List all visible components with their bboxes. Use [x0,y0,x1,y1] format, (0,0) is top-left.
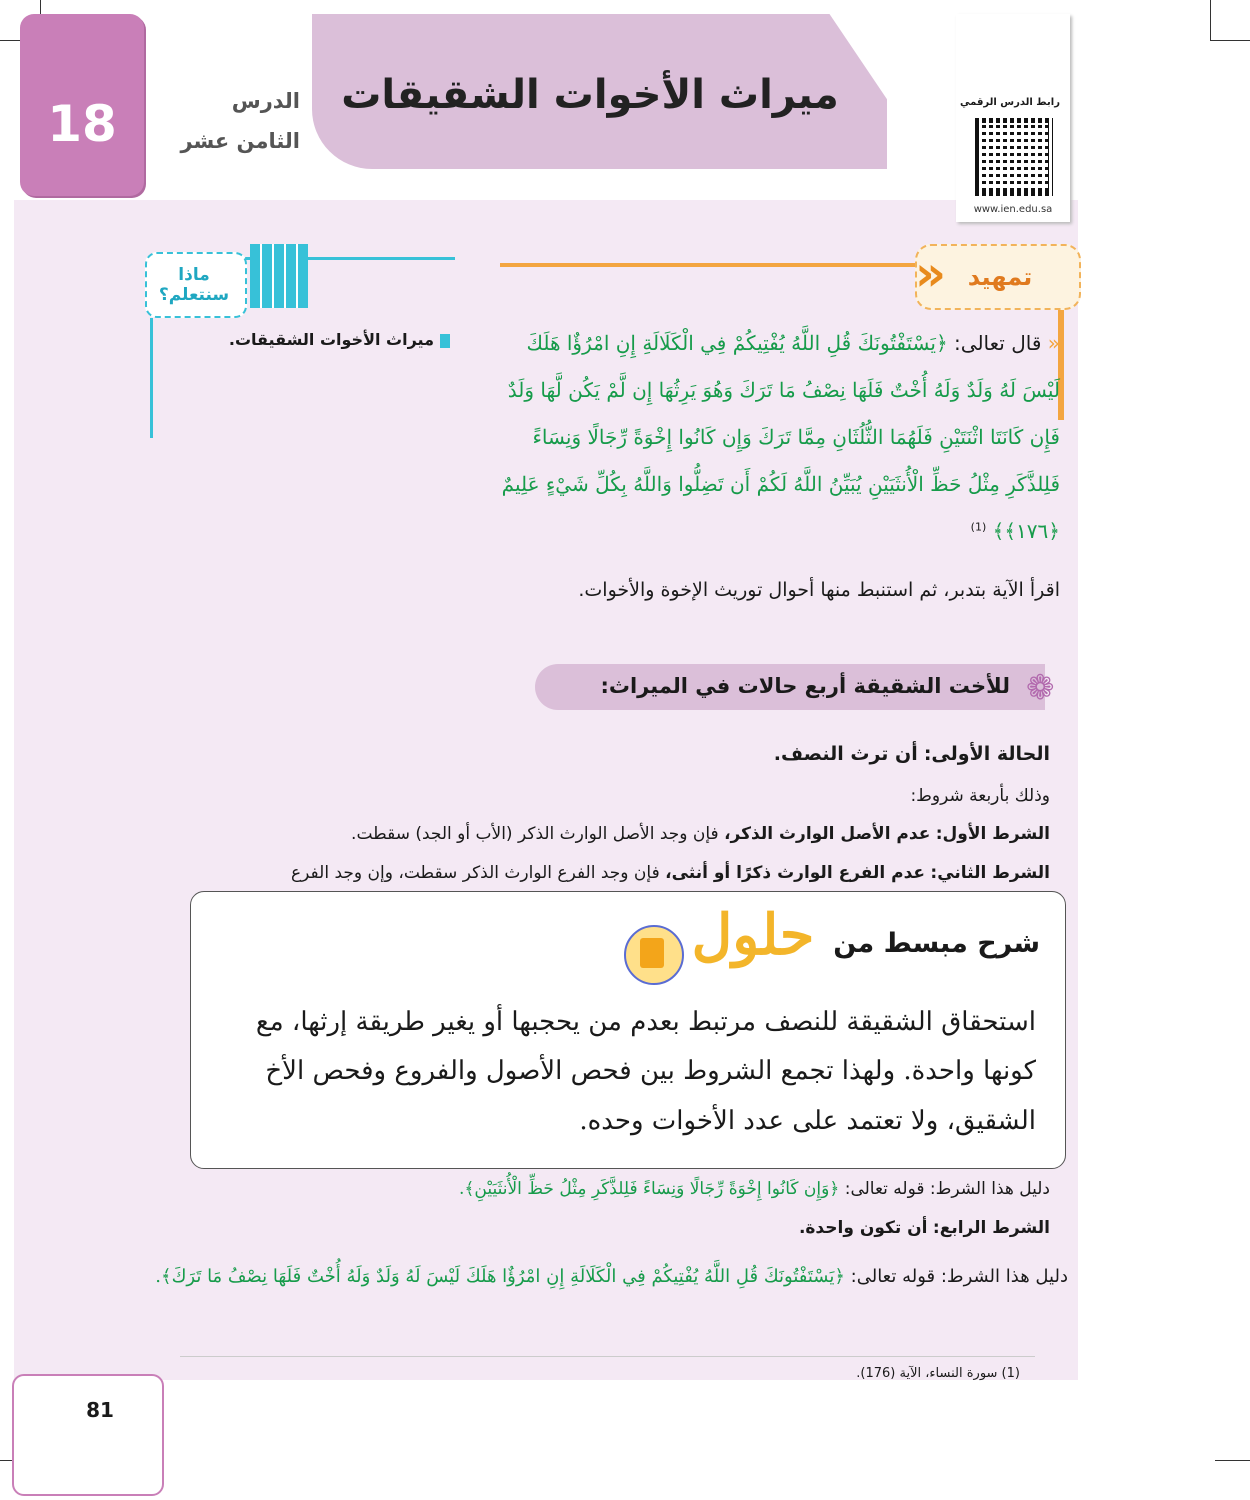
condition-2-label: الشرط الثاني: [930,863,1050,883]
learn-side-bar [150,318,153,438]
condition-1-label: الشرط الأول: [935,824,1050,844]
overlay-title: شرح مبسط من [833,928,1040,959]
condition-4-proof [148,1256,1068,1297]
learn-item-text: ميراث الأخوات الشقيقات. [228,330,434,349]
overlay-text: استحقاق الشقيقة للنصف مرتبط بعدم من يحجبها أو يغير طريقة إرثها، مع كونها واحدة. ولهذا تجمع الشروط بين فحص الأصول والفروع وفحص الأخ الشقيق، ولا تعتمد على عدد الأخوات وحده. [255,1007,1036,1136]
intro-divider [500,263,920,267]
double-chevron-icon: « [1047,331,1060,355]
condition-3-proof-prefix: دليل هذا الشرط: قوله تعالى: [844,1179,1050,1199]
lesson-number: 18 [47,95,117,153]
lesson-label-line-2: الثامن عشر [180,128,300,153]
crop-mark [1210,0,1211,40]
case-1-text: أن ترث النصف. [773,743,918,765]
condition-3-proof-verse: ﴿وَإِن كَانُوا إِخْوَةً رِّجَالًا وَنِسَاءً فَلِلذَّكَرِ مِثْلُ حَظِّ الْأُنثَيَيْنِ﴾. [459,1179,840,1199]
intro-verse-block [500,320,1060,555]
footnote: (1) سورة النساء، الآية (176). [856,1366,1020,1381]
condition-4-label: الشرط الرابع: [932,1218,1050,1238]
books-icon [250,244,308,308]
section-title: للأخت الشقيقة أربع حالات في الميراث: [600,674,1010,698]
learn-title [145,265,243,306]
crop-mark [1210,40,1250,41]
qr-label: رابط الدرس الرقمي [960,97,1060,108]
bullet-icon [440,334,450,348]
page-title: ميراث الأخوات الشقيقات [341,72,839,118]
chevron-left-icon: « [915,246,947,302]
lesson-label [150,82,300,162]
qr-url[interactable]: www.ien.edu.sa [973,204,1053,215]
footnote-ref: (1) [970,520,987,534]
intro-tag: تمهيد [967,263,1033,291]
condition-3-proof [140,1178,1050,1199]
instruction: اقرأ الآية بتدبر، ثم استنبط منها أحوال توريث الإخوة والأخوات. [578,579,1060,601]
condition-4-proof-verse: ﴿يَسْتَفْتُونَكَ قُلِ اللَّهُ يُفْتِيكُمْ فِي الْكَلَالَةِ إِنِ امْرُؤٌا هَلَكَ لَيْسَ لَهُ وَلَدٌ وَلَهُ أُخْتٌ فَلَهَا نِصْفُ مَا تَرَكَ﴾. [155,1266,845,1287]
intro-verse: ﴿يَسْتَفْتُونَكَ قُلِ اللَّهُ يُفْتِيكُمْ فِي الْكَلَالَةِ إِنِ امْرُؤٌا هَلَكَ لَيْسَ لَهُ وَلَدٌ وَلَهُ أُخْتٌ فَلَهَا نِصْفُ مَا تَرَكَ وَهُوَ يَرِثُهَا إِن لَّمْ يَكُن لَّهَا وَلَدٌ فَإِن كَانَتَا اثْنَتَيْنِ فَلَهُمَا الثُّلُثَانِ مِمَّا تَرَكَ وَإِن كَانُوا إِخْوَةً رِّجَالًا وَنِسَاءً فَلِلذَّكَرِ مِثْلُ حَظِّ الْأُنثَيَيْنِ يُبَيِّنُ اللَّهُ لَكُمْ أَن تَضِلُّوا وَاللَّهُ بِكُلِّ شَيْءٍ عَلِيمٌ ﴿١٧٦﴾﴾ [501,331,1060,543]
learn-title-line-1: ماذا [178,265,210,285]
condition-2-bold: عدم الفرع الوارث ذكرًا أو أنثى، [665,863,926,883]
condition-1-text: فإن وجد الأصل الوارث الذكر (الأب أو الجد) سقطت. [351,824,719,844]
qr-code-pattern [980,123,1048,191]
condition-2 [140,863,1050,883]
crop-mark [1215,1460,1250,1461]
condition-1-bold: عدم الأصل الوارث الذكر، [724,824,931,844]
learn-item [200,330,450,349]
verse-prefix: قال تعالى: [954,331,1042,355]
brand-logo: حلول [691,902,815,968]
condition-1 [140,824,1050,844]
lesson-label-line-1: الدرس [231,89,300,113]
learn-title-line-2: سنتعلم؟ [158,285,230,306]
case-1-label: الحالة الأولى: [923,743,1050,765]
condition-4-proof-prefix: دليل هذا الشرط: قوله تعالى: [850,1266,1068,1287]
condition-4 [140,1218,1050,1238]
book-icon-page [640,938,664,968]
rosette-icon: ❁ [1026,668,1055,708]
page-number: 81 [86,1398,114,1422]
condition-4-text: أن تكون واحدة. [798,1218,928,1238]
condition-2-text: فإن وجد الفرع الوارث الذكر سقطت، وإن وجد الفرع [291,863,660,883]
case-1 [140,743,1050,765]
conditions-intro: وذلك بأربعة شروط: [910,786,1050,806]
page-number-box [12,1374,164,1496]
